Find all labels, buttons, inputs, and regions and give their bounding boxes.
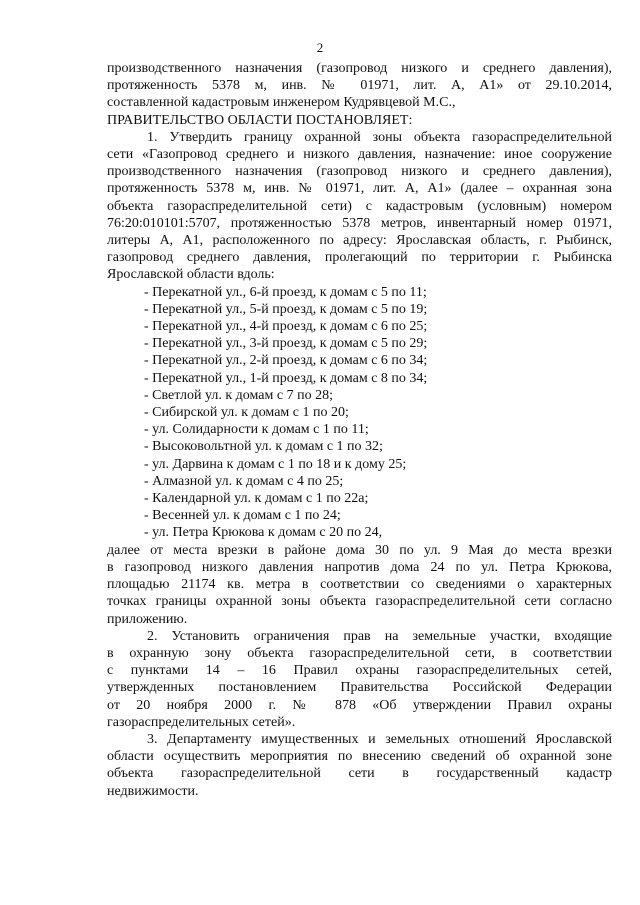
intro-paragraph xyxy=(107,60,612,112)
item-2-line: от 20 ноября 2000 г. № 878 «Об утверждении Правил охраны xyxy=(107,697,612,713)
continuation-line: в газопровод низкого давления напротив дома 24 по ул. Петра Крюкова, xyxy=(107,559,612,575)
item-2-line: в охранную зону объекта газораспределительной сети, в соответствии xyxy=(107,645,612,661)
item-3-line: объекта газораспределительной сети в государственный кадастр xyxy=(107,766,612,782)
street-list-item: - ул. Петра Крюкова к домам с 20 по 24, xyxy=(144,525,383,541)
street-list xyxy=(107,284,612,542)
street-list-item: - Светлой ул. к домам с 7 по 28; xyxy=(144,387,333,403)
item-2-line: утвержденных постановлением Правительства Российской Федерации xyxy=(107,680,612,696)
street-list-item: - Перекатной ул., 4-й проезд, к домам с 6 по 25; xyxy=(144,319,428,335)
street-list-item: - Перекатной ул., 2-й проезд, к домам с 6 по 34; xyxy=(144,353,428,369)
item-1-line: газопровод среднего давления, пролегающий по территории г. Рыбинска xyxy=(107,250,612,266)
street-list-item: - Календарной ул. к домам с 1 по 22а; xyxy=(144,491,369,507)
street-list-item: - Перекатной ул., 1-й проезд, к домам с 8 по 34; xyxy=(144,370,428,386)
item-1-line: объекта газораспределительной сети) с кадастровым (условным) номером xyxy=(107,198,612,214)
item-2-line: газораспределительных сетей». xyxy=(107,714,296,730)
resolves-heading: ПРАВИТЕЛЬСТВО ОБЛАСТИ ПОСТАНОВЛЯЕТ: xyxy=(107,112,413,128)
item-1-line: сети «Газопровод среднего и низкого давления, назначение: иное сооружение xyxy=(107,147,612,163)
street-list-item: - Перекатной ул., 3-й проезд, к домам с 5 по 29; xyxy=(144,336,428,352)
street-list-item: - Перекатной ул., 5-й проезд, к домам с 5 по 19; xyxy=(144,301,428,317)
item-1-line: производственного назначения (газопровод низкого и среднего давления), xyxy=(107,164,612,180)
item-1-line: 1. Утвердить границу охранной зоны объекта газораспределительной xyxy=(147,129,612,145)
item-2-paragraph xyxy=(107,628,612,731)
item-1-continuation xyxy=(107,542,612,628)
item-3-line: области осуществить мероприятия по внесению сведений об охранной зоне xyxy=(107,749,612,765)
item-1-line: протяженность 5378 м, инв. № 01971, лит. А, А1» (далее – охранная зона xyxy=(107,181,612,197)
intro-line: составленной кадастровым инженером Кудрявцевой М.С., xyxy=(107,95,456,111)
street-list-item: - Алмазной ул. к домам с 4 по 25; xyxy=(144,473,344,489)
intro-line: протяженность 5378 м, инв. № 01971, лит. А, А1» от 29.10.2014, xyxy=(107,78,612,94)
item-1-line: литеры А, А1, расположенного по адресу: Ярославская область, г. Рыбинск, xyxy=(107,233,612,249)
continuation-line: точках границы охранной зоны объекта газораспределительной сети согласно xyxy=(107,594,612,610)
item-2-line: с пунктами 14 – 16 Правил охраны газораспределительных сетей, xyxy=(107,663,612,679)
street-list-item: - Весенней ул. к домам с 1 по 24; xyxy=(144,508,341,524)
intro-line: производственного назначения (газопровод низкого и среднего давления), xyxy=(107,61,612,76)
item-2-line: 2. Установить ограничения прав на земельные участки, входящие xyxy=(147,628,612,644)
continuation-line: приложению. xyxy=(107,611,188,627)
item-1-line: 76:20:010101:5707, протяженностью 5378 метров, инвентарный номер 01971, xyxy=(107,215,612,231)
street-list-item: - ул. Дарвина к домам с 1 по 18 и к дому 25; xyxy=(144,456,407,472)
continuation-line: площадью 21174 кв. метра в соответствии со сведениями о характерных xyxy=(107,577,612,593)
item-3-line: недвижимости. xyxy=(107,783,199,799)
street-list-item: - Перекатной ул., 6-й проезд, к домам с 5 по 11; xyxy=(144,284,427,300)
street-list-item: - Высоковольтной ул. к домам с 1 по 32; xyxy=(144,439,383,455)
street-list-item: - ул. Солидарности к домам с 1 по 11; xyxy=(144,422,369,438)
page-number: 2 xyxy=(316,40,324,55)
document-body xyxy=(107,60,612,800)
item-3-paragraph xyxy=(107,731,612,800)
item-1-paragraph xyxy=(107,129,612,284)
street-list-item: - Сибирской ул. к домам с 1 по 20; xyxy=(144,405,349,421)
item-1-line: Ярославской области вдоль: xyxy=(107,267,275,283)
continuation-line: далее от места врезки в районе дома 30 по ул. 9 Мая до места врезки xyxy=(107,542,612,558)
item-3-line: 3. Департаменту имущественных и земельных отношений Ярославской xyxy=(147,731,612,747)
